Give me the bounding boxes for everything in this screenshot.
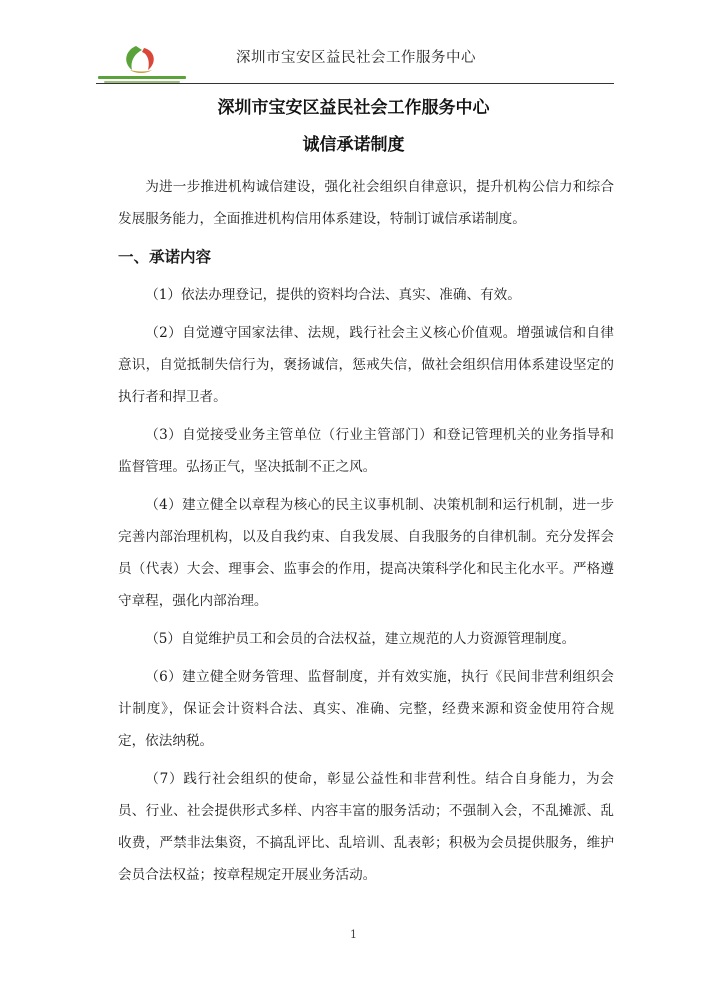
organization-logo-icon <box>96 40 188 84</box>
section-heading: 一、承诺内容 <box>118 248 212 266</box>
commitment-item-1: （1）依法办理登记，提供的资料均合法、真实、准确、有效。 <box>145 287 521 303</box>
page-header <box>96 36 616 84</box>
header-title: 深圳市宝安区益民社会工作服务中心 <box>236 50 476 66</box>
commitment-item-3: （3）自觉接受业务主管单位（行业主管部门）和登记管理机关的业务指导和监督管理。弘扬正气，坚决抵制不正之风。 <box>118 427 614 475</box>
document-body <box>118 171 614 897</box>
commitment-item-2: （2）自觉遵守国家法律、法规，践行社会主义核心价值观。增强诚信和自律意识，自觉抵制失信行为，褒扬诚信，惩戒失信，做社会组织信用体系建设坚定的执行者和捍卫者。 <box>118 325 614 405</box>
intro-paragraph: 为进一步推进机构诚信建设，强化社会组织自律意识，提升机构公信力和综合发展服务能力，全面推进机构信用体系建设，特制订诚信承诺制度。 <box>118 179 614 227</box>
page-number: 1 <box>350 928 357 941</box>
commitment-item-6: （6）建立健全财务管理、监督制度，并有效实施，执行《民间非营利组织会计制度》，保证会计资料合法、真实、准确、完整，经费来源和资金使用符合规定，依法纳税。 <box>118 669 614 749</box>
commitment-item-4: （4）建立健全以章程为核心的民主议事机制、决策机制和运行机制，进一步完善内部治理机构，以及自我约束、自我发展、自我服务的自律机制。充分发挥会员（代表）大会、理事会、监事会的作用，提高决策科学化和民主化水平。严格遵守章程，强化内部治理。 <box>118 497 614 609</box>
document-subtitle: 诚信承诺制度 <box>302 135 405 155</box>
commitment-item-5: （5）自觉维护员工和会员的合法权益，建立规范的人力资源管理制度。 <box>145 631 576 647</box>
document-title: 深圳市宝安区益民社会工作服务中心 <box>217 98 490 118</box>
header-divider <box>96 83 614 84</box>
commitment-item-7: （7）践行社会组织的使命，彰显公益性和非营利性。结合自身能力，为会员、行业、社会提供形式多样、内容丰富的服务活动；不强制入会，不乱摊派、乱收费，严禁非法集资，不搞乱评比、乱培训、乱表彰；积极为会员提供服务，维护会员合法权益；按章程规定开展业务活动。 <box>118 771 614 883</box>
